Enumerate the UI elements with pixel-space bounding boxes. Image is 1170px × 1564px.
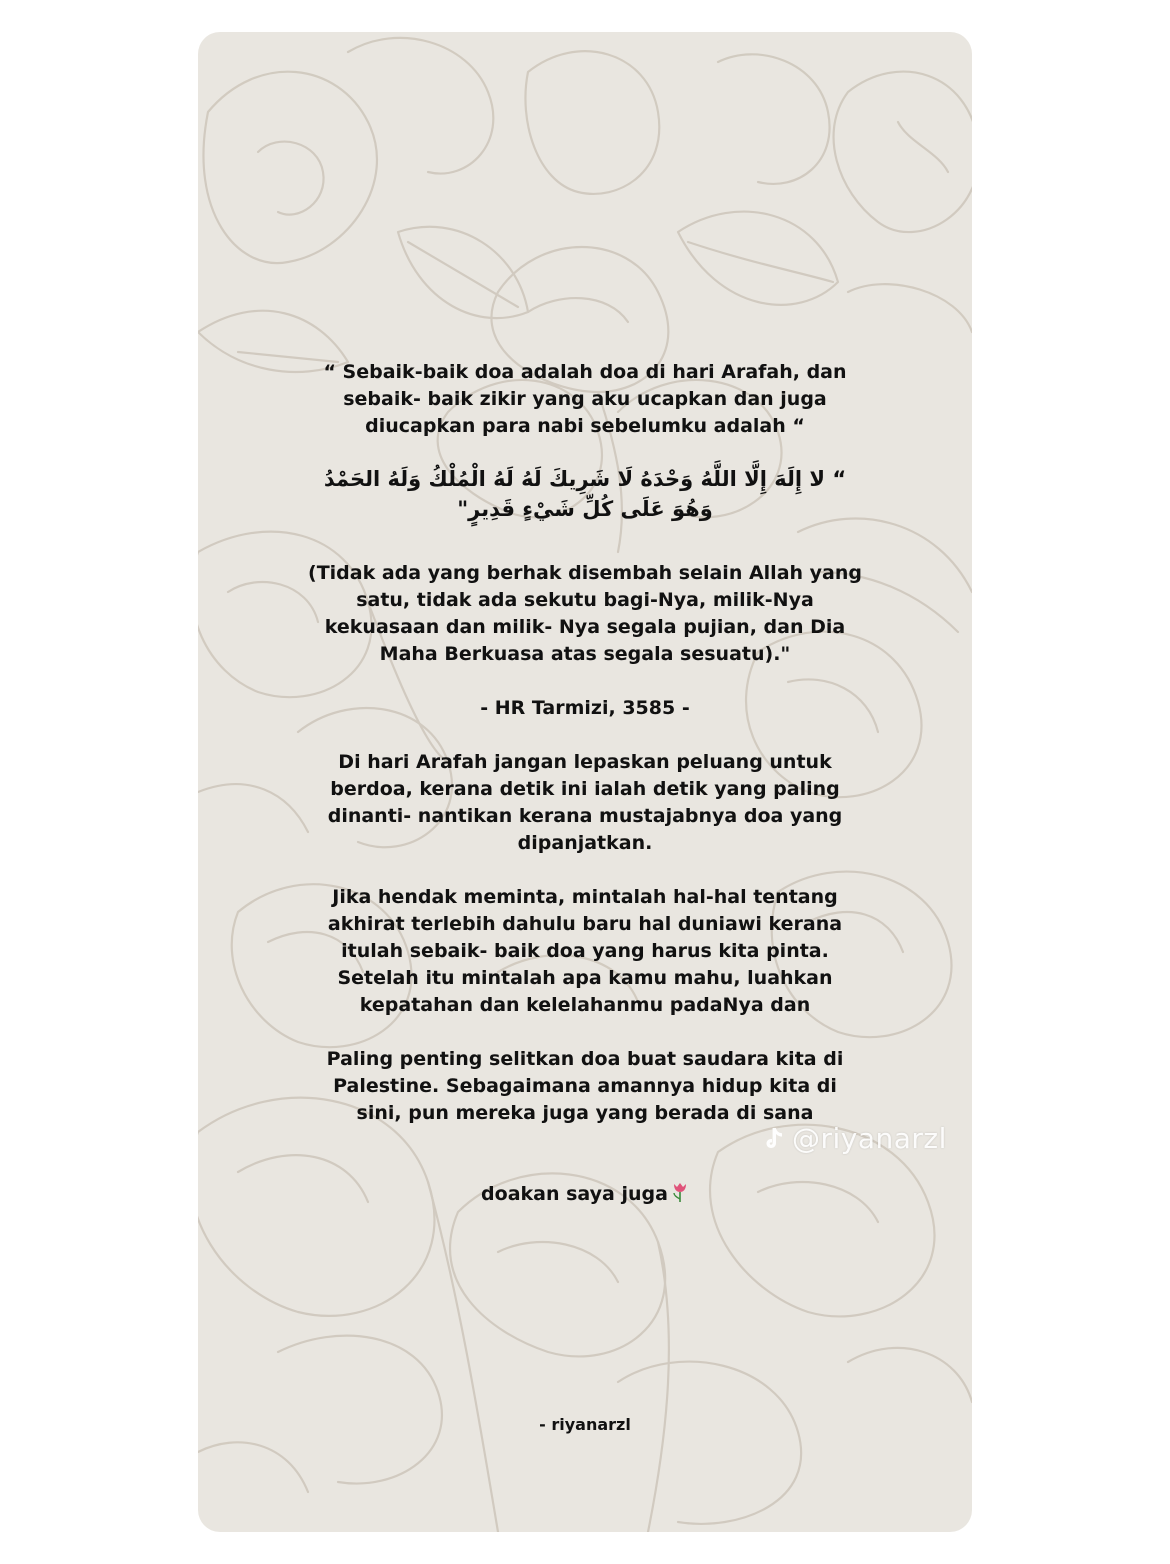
intro-text: “ Sebaik-baik doa adalah doa di hari Arafah, dan sebaik- baik zikir yang aku ucapkan dan juga diucapkan para nabi sebelumku adalah “ [323, 361, 847, 437]
paragraph-palestine: Paling penting selitkan doa buat saudara kita di Palestine. Sebagaimana amannya hidup kita di sini, pun mereka juga yang berada di sana [326, 1048, 844, 1124]
paragraph-arafah: Di hari Arafah jangan lepaskan peluang untuk berdoa, kerana detik ini ialah detik yang paling dinanti- nantikan kerana mustajabnya doa yang dipanjatkan. [327, 751, 843, 854]
closing-line [198, 1181, 972, 1208]
story-card [198, 32, 972, 1532]
tiktok-watermark [764, 1122, 947, 1155]
translation-text: (Tidak ada yang berhak disembah selain Allah yang satu, tidak ada sekutu bagi-Nya, milik-Nya kekuasaan dan milik- Nya segala pujian, dan Dia Maha Berkuasa atas segala sesuatu)." [308, 562, 862, 665]
tulip-icon [671, 1181, 689, 1203]
post-text [198, 359, 972, 1208]
hadith-source: - HR Tarmizi, 3585 - [480, 697, 690, 719]
tiktok-icon [764, 1126, 786, 1152]
watermark-handle: @riyanarzl [792, 1122, 947, 1155]
signature: - riyanarzl [539, 1415, 631, 1434]
paragraph-akhirat: Jika hendak meminta, mintalah hal-hal tentang akhirat terlebih dahulu baru hal duniawi kerana itulah sebaik- baik doa yang harus kita pinta. Setelah itu mintalah apa kamu mahu, luahkan kepatahan dan kelelahanmu padaNya dan [327, 886, 843, 1016]
arabic-dua-text: “ لا إِلَهَ إِلَّا اللَّهُ وَحْدَهُ لَا شَرِيكَ لَهُ لَهُ الْمُلْكُ وَلَهُ الحَمْدُ وَهُوَ عَلَى كُلِّ شَيْءٍ قَدِيرٍ" [323, 467, 847, 521]
closing-text: doakan saya juga [481, 1183, 668, 1205]
